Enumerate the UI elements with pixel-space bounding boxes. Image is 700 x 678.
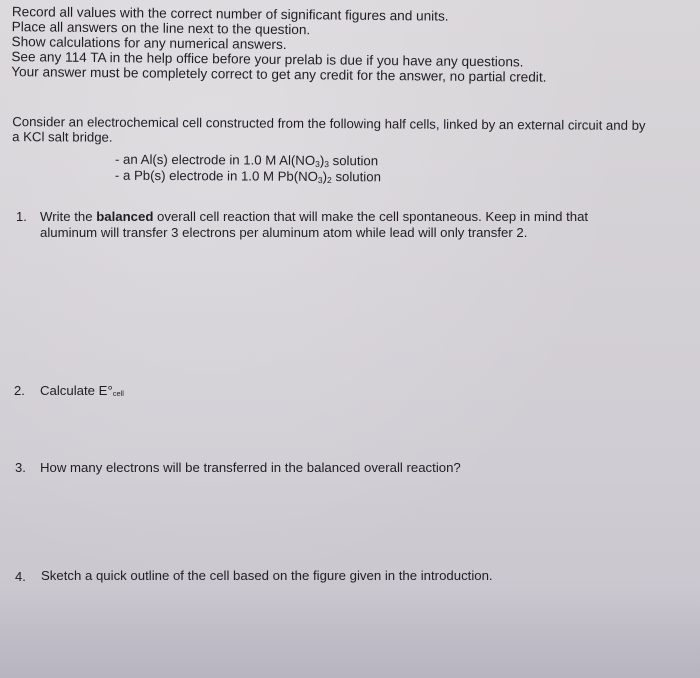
question-1-text: Write the (40, 209, 97, 224)
question-number: 2. (14, 383, 25, 398)
sketch-area[interactable] (40, 590, 660, 670)
half-cell-al-text: - an Al(s) electrode in 1.0 M Al(NO (114, 151, 316, 168)
subscript: 2 (327, 175, 332, 186)
half-cell-pb-text: - a Pb(s) electrode in 1.0 M Pb(NO (114, 167, 318, 184)
instruction-line-3: Show calculations for any numerical answers. (11, 34, 287, 53)
question-4-text: Sketch a quick outline of the cell based on the figure given in the introduction. (41, 568, 493, 583)
scenario-line-2: a KCl salt bridge. (12, 129, 113, 145)
subscript: 3 (315, 158, 320, 169)
answer-line-1[interactable] (40, 245, 660, 375)
question-2-text (40, 383, 124, 401)
question-3-text: How many electrons will be transferred in the balanced overall reaction? (40, 460, 461, 475)
instruction-line-1: Record all values with the correct number of significant figures and units. (11, 4, 449, 24)
half-cell-pb-paren: ) (322, 168, 328, 185)
half-cell-lead (115, 168, 381, 189)
half-cell-pb-suffix: solution (331, 169, 381, 185)
instruction-line-4: See any 114 TA in the help office before your prelab is due if you have any questions. (11, 49, 524, 70)
emphasis-balanced: balanced (96, 209, 154, 224)
scenario-line-1: Consider an electrochemical cell constructed from the following half cells, linked by an external circuit and by (12, 114, 646, 133)
subscript: 3 (324, 158, 330, 170)
instruction-line-2: Place all answers on the line next to the question. (11, 19, 311, 38)
question-number: 3. (15, 460, 26, 475)
half-cell-al-suffix: solution (328, 153, 379, 169)
answer-line-2[interactable] (140, 380, 660, 450)
question-1-line-2: aluminum will transfer 3 electrons per aluminum atom while lead will only transfer 2. (40, 225, 528, 240)
ecell-subscript: cell (112, 389, 124, 398)
question-number: 4. (15, 569, 26, 584)
subscript: 3 (317, 174, 323, 185)
question-1-text-cont: overall cell reaction that will make the cell spontaneous. Keep in mind that (153, 209, 589, 224)
instruction-line-5: Your answer must be completely correct to get any credit for the answer, no partial credit. (11, 64, 547, 85)
scenario-block (0, 0, 700, 204)
ecell-label: Calculate E° (40, 383, 113, 398)
question-number: 1. (16, 209, 27, 224)
question-1-line-1 (40, 209, 588, 224)
answer-line-3[interactable] (40, 480, 660, 560)
half-cell-al-paren: ) (319, 152, 325, 168)
